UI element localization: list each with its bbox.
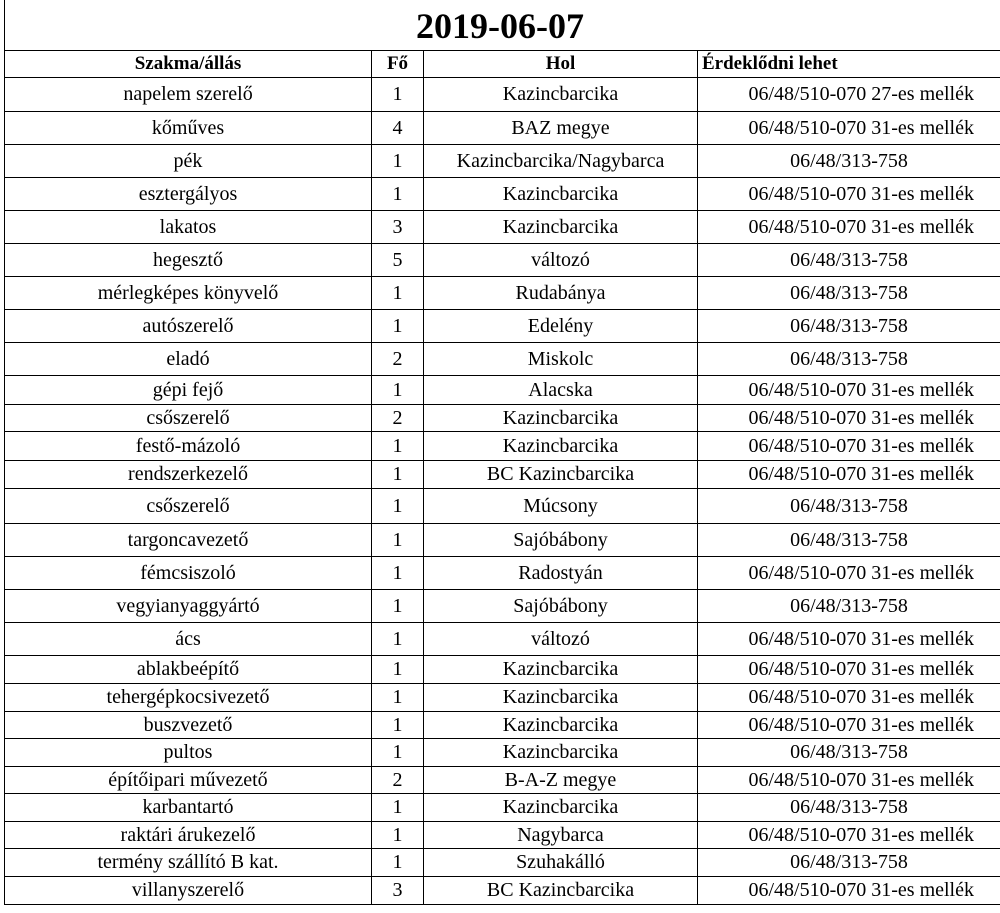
table-row: [5, 524, 1000, 557]
count-cell: 1: [372, 277, 424, 310]
count-cell: 1: [372, 178, 424, 211]
job-cell: tehergépkocsivezető: [5, 684, 372, 712]
contact-cell: 06/48/510-070 31-es mellék: [698, 877, 1000, 905]
contact-cell: 06/48/313-758: [698, 849, 1000, 877]
job-cell: kőműves: [5, 112, 372, 145]
count-cell: 4: [372, 112, 424, 145]
count-cell: 1: [372, 590, 424, 623]
job-table: [4, 50, 1000, 905]
job-cell: rendszerkezelő: [5, 461, 372, 489]
count-cell: 1: [372, 822, 424, 849]
count-cell: 1: [372, 376, 424, 405]
location-cell: Kazincbarcika: [424, 178, 698, 211]
count-cell: 2: [372, 405, 424, 432]
count-cell: 1: [372, 794, 424, 822]
contact-cell: 06/48/510-070 31-es mellék: [698, 461, 1000, 489]
table-row: [5, 489, 1000, 524]
count-cell: 1: [372, 489, 424, 524]
job-cell: termény szállító B kat.: [5, 849, 372, 877]
job-cell: hegesztő: [5, 244, 372, 277]
contact-cell: 06/48/313-758: [698, 343, 1000, 376]
count-cell: 1: [372, 849, 424, 877]
job-cell: fémcsiszoló: [5, 557, 372, 590]
contact-cell: 06/48/510-070 31-es mellék: [698, 656, 1000, 684]
header-job: Szakma/állás: [5, 51, 372, 78]
table-row: [5, 590, 1000, 623]
count-cell: 1: [372, 461, 424, 489]
location-cell: Kazincbarcika: [424, 712, 698, 739]
location-cell: Kazincbarcika: [424, 78, 698, 112]
count-cell: 1: [372, 656, 424, 684]
contact-cell: 06/48/510-070 31-es mellék: [698, 432, 1000, 461]
contact-cell: 06/48/510-070 27-es mellék: [698, 78, 1000, 112]
contact-cell: 06/48/510-070 31-es mellék: [698, 557, 1000, 590]
contact-cell: 06/48/313-758: [698, 739, 1000, 767]
location-cell: Sajóbábony: [424, 590, 698, 623]
contact-cell: 06/48/510-070 31-es mellék: [698, 405, 1000, 432]
contact-cell: 06/48/313-758: [698, 489, 1000, 524]
location-cell: Kazincbarcika: [424, 432, 698, 461]
location-cell: Radostyán: [424, 557, 698, 590]
contact-cell: 06/48/510-070 31-es mellék: [698, 211, 1000, 244]
job-cell: festő-mázoló: [5, 432, 372, 461]
table-row: [5, 656, 1000, 684]
location-cell: Kazincbarcika: [424, 739, 698, 767]
contact-cell: 06/48/510-070 31-es mellék: [698, 376, 1000, 405]
contact-cell: 06/48/313-758: [698, 277, 1000, 310]
job-cell: napelem szerelő: [5, 78, 372, 112]
job-cell: csőszerelő: [5, 405, 372, 432]
table-row: [5, 849, 1000, 877]
count-cell: 1: [372, 739, 424, 767]
job-cell: pék: [5, 145, 372, 178]
page-title: 2019-06-07: [416, 6, 584, 46]
location-cell: BAZ megye: [424, 112, 698, 145]
table-row: [5, 623, 1000, 656]
location-cell: Múcsony: [424, 489, 698, 524]
location-cell: Sajóbábony: [424, 524, 698, 557]
location-cell: Miskolc: [424, 343, 698, 376]
location-cell: változó: [424, 244, 698, 277]
contact-cell: 06/48/313-758: [698, 145, 1000, 178]
count-cell: 1: [372, 557, 424, 590]
location-cell: Kazincbarcika: [424, 656, 698, 684]
table-row: [5, 822, 1000, 849]
table-row: [5, 343, 1000, 376]
table-row: [5, 244, 1000, 277]
count-cell: 1: [372, 712, 424, 739]
table-row: [5, 112, 1000, 145]
contact-cell: 06/48/313-758: [698, 244, 1000, 277]
table-row: [5, 767, 1000, 794]
table-row: [5, 684, 1000, 712]
count-cell: 1: [372, 623, 424, 656]
table-row: [5, 178, 1000, 211]
table-row: [5, 739, 1000, 767]
location-cell: BC Kazincbarcika: [424, 461, 698, 489]
job-cell: villanyszerelő: [5, 877, 372, 905]
job-cell: raktári árukezelő: [5, 822, 372, 849]
contact-cell: 06/48/510-070 31-es mellék: [698, 822, 1000, 849]
count-cell: 1: [372, 524, 424, 557]
table-row: [5, 211, 1000, 244]
location-cell: Nagybarca: [424, 822, 698, 849]
contact-cell: 06/48/510-070 31-es mellék: [698, 684, 1000, 712]
count-cell: 3: [372, 211, 424, 244]
job-cell: ács: [5, 623, 372, 656]
location-cell: Rudabánya: [424, 277, 698, 310]
contact-cell: 06/48/510-070 31-es mellék: [698, 767, 1000, 794]
header-location: Hol: [424, 51, 698, 78]
table-row: [5, 277, 1000, 310]
location-cell: Kazincbarcika: [424, 211, 698, 244]
job-cell: ablakbeépítő: [5, 656, 372, 684]
table-row: [5, 376, 1000, 405]
location-cell: Kazincbarcika: [424, 684, 698, 712]
header-count: Fő: [372, 51, 424, 78]
count-cell: 1: [372, 145, 424, 178]
table-row: [5, 794, 1000, 822]
location-cell: B-A-Z megye: [424, 767, 698, 794]
job-cell: pultos: [5, 739, 372, 767]
location-cell: változó: [424, 623, 698, 656]
location-cell: Edelény: [424, 310, 698, 343]
contact-cell: 06/48/510-070 31-es mellék: [698, 112, 1000, 145]
job-cell: buszvezető: [5, 712, 372, 739]
location-cell: Szuhakálló: [424, 849, 698, 877]
table-row: [5, 145, 1000, 178]
job-cell: autószerelő: [5, 310, 372, 343]
count-cell: 3: [372, 877, 424, 905]
count-cell: 1: [372, 310, 424, 343]
header-row: [5, 51, 1000, 78]
job-cell: vegyianyaggyártó: [5, 590, 372, 623]
table-row: [5, 877, 1000, 905]
table-row: [5, 78, 1000, 112]
contact-cell: 06/48/510-070 31-es mellék: [698, 623, 1000, 656]
job-cell: gépi fejő: [5, 376, 372, 405]
contact-cell: 06/48/313-758: [698, 590, 1000, 623]
count-cell: 2: [372, 767, 424, 794]
location-cell: BC Kazincbarcika: [424, 877, 698, 905]
table-row: [5, 461, 1000, 489]
job-cell: targoncavezető: [5, 524, 372, 557]
job-cell: karbantartó: [5, 794, 372, 822]
count-cell: 5: [372, 244, 424, 277]
job-rows: [5, 78, 1000, 905]
table-row: [5, 432, 1000, 461]
location-cell: Kazincbarcika: [424, 405, 698, 432]
count-cell: 1: [372, 432, 424, 461]
header-contact: Érdeklődni lehet: [698, 51, 1000, 78]
table-row: [5, 310, 1000, 343]
count-cell: 1: [372, 78, 424, 112]
job-cell: lakatos: [5, 211, 372, 244]
job-cell: mérlegképes könyvelő: [5, 277, 372, 310]
count-cell: 1: [372, 684, 424, 712]
job-cell: eladó: [5, 343, 372, 376]
table-row: [5, 712, 1000, 739]
location-cell: Alacska: [424, 376, 698, 405]
contact-cell: 06/48/510-070 31-es mellék: [698, 178, 1000, 211]
table-row: [5, 557, 1000, 590]
contact-cell: 06/48/313-758: [698, 524, 1000, 557]
table-row: [5, 405, 1000, 432]
contact-cell: 06/48/510-070 31-es mellék: [698, 712, 1000, 739]
contact-cell: 06/48/313-758: [698, 794, 1000, 822]
job-cell: csőszerelő: [5, 489, 372, 524]
count-cell: 2: [372, 343, 424, 376]
job-cell: esztergályos: [5, 178, 372, 211]
job-cell: építőipari művezető: [5, 767, 372, 794]
location-cell: Kazincbarcika: [424, 794, 698, 822]
contact-cell: 06/48/313-758: [698, 310, 1000, 343]
location-cell: Kazincbarcika/Nagybarca: [424, 145, 698, 178]
